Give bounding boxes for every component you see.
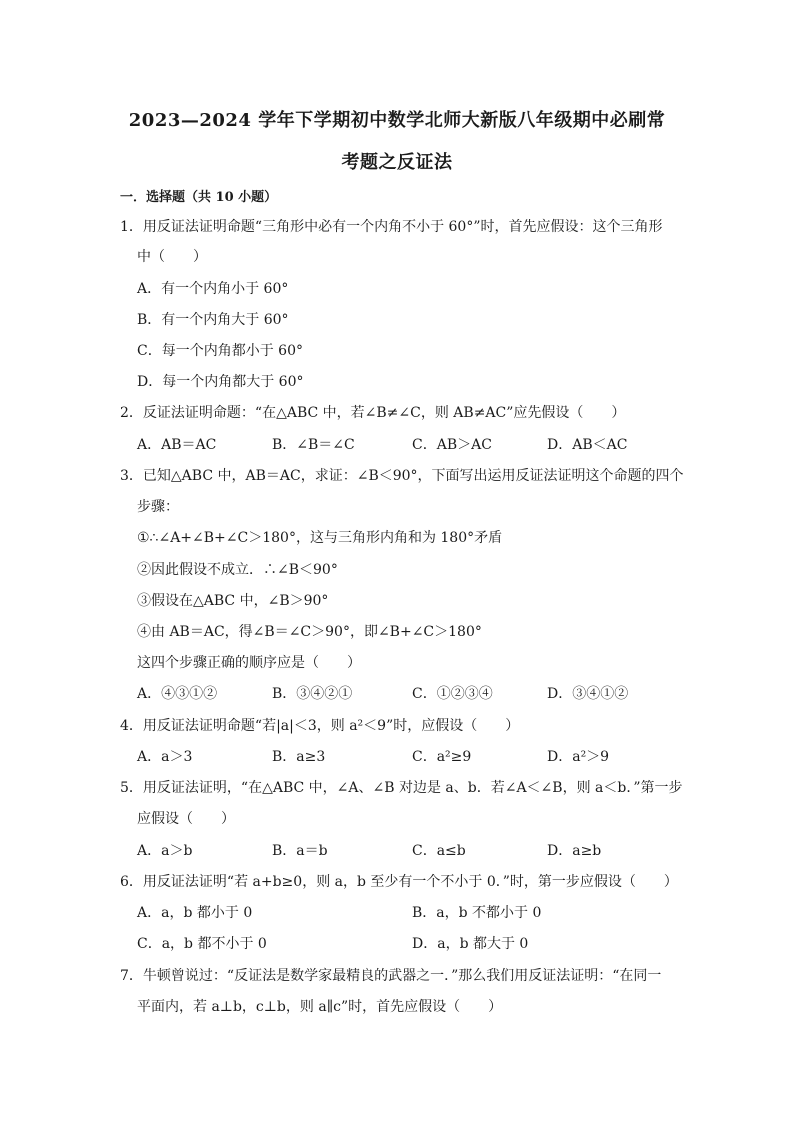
q1-option-b: B．有一个内角大于 60°	[137, 312, 289, 328]
q2-option-a: A．AB＝AC	[137, 437, 217, 453]
q3-step-4: ④由 AB＝AC，得∠B＝∠C＞90°，即∠B+∠C＞180°	[137, 624, 482, 640]
q3-step-1: ①∴∠A+∠B+∠C＞180°，这与三角形内角和为 180°矛盾	[137, 530, 503, 546]
q2-stem: 2．反证法证明命题：“在△ABC 中，若∠B≠∠C，则 AB≠AC”应先假设（ ）	[120, 405, 626, 421]
q4-option-d: D．a²＞9	[547, 749, 610, 765]
q5-option-a: A．a＞b	[137, 843, 193, 859]
q3-option-b: B．③④②①	[272, 686, 353, 702]
q2-option-d: D．AB＜AC	[547, 437, 628, 453]
q6-option-c: C．a，b 都不小于 0	[137, 936, 267, 952]
q5-stem-line-1: 5．用反证法证明，“在△ABC 中，∠A、∠B 对边是 a、b．若∠A＜∠B，则 a＜b．”第一步	[120, 780, 683, 796]
q5-option-c: C．a≤b	[412, 843, 466, 859]
q6-stem: 6．用反证法证明“若 a+b≥0，则 a，b 至少有一个不小于 0．”时，第一步应假设（ ）	[120, 874, 678, 890]
q3-option-c: C．①②③④	[412, 686, 493, 702]
q5-option-b: B．a＝b	[272, 843, 328, 859]
q3-step-2: ②因此假设不成立．∴∠B＜90°	[137, 562, 338, 578]
q2-option-c: C．AB＞AC	[412, 437, 492, 453]
q3-stem-line-1: 3．已知△ABC 中，AB＝AC，求证：∠B＜90°，下面写出运用反证法证明这个命题的四个	[120, 468, 684, 484]
q3-option-d: D．③④①②	[547, 686, 629, 702]
page-title-line-2: 考题之反证法	[341, 152, 453, 173]
q2-option-b: B．∠B＝∠C	[272, 437, 355, 453]
page-title-line-1: 2023—2024 学年下学期初中数学北师大新版八年级期中必刷常	[128, 110, 666, 131]
q1-option-c: C．每一个内角都小于 60°	[137, 343, 303, 359]
q4-stem: 4．用反证法证明命题“若|a|＜3，则 a²＜9”时，应假设（ ）	[120, 718, 520, 734]
q3-stem-end: 这四个步骤正确的顺序应是（ ）	[137, 655, 361, 671]
q1-stem-line-2: 中（ ）	[137, 249, 207, 265]
q3-option-a: A．④③①②	[137, 686, 218, 702]
q4-option-c: C．a²≥9	[412, 749, 472, 765]
q1-option-a: A．有一个内角小于 60°	[137, 281, 289, 297]
q6-option-a: A．a，b 都小于 0	[137, 905, 253, 921]
q4-option-a: A．a＞3	[137, 749, 193, 765]
q1-option-d: D．每一个内角都大于 60°	[137, 374, 304, 390]
q7-stem-line-2: 平面内，若 a⊥b，c⊥b，则 a∥c”时，首先应假设（ ）	[137, 999, 503, 1015]
q1-stem-line-1: 1．用反证法证明命题“三角形中必有一个内角不小于 60°”时，首先应假设：这个三角形	[120, 219, 663, 235]
q7-stem-line-1: 7．牛顿曾说过：“反证法是数学家最精良的武器之一．”那么我们用反证法证明：“在同一	[120, 968, 662, 984]
section-heading: 一．选择题（共 10 小题）	[120, 190, 278, 205]
q6-option-d: D．a，b 都大于 0	[412, 936, 529, 952]
q5-stem-line-2: 应假设（ ）	[137, 811, 235, 827]
q3-step-3: ③假设在△ABC 中，∠B＞90°	[137, 593, 329, 609]
q3-stem-line-2: 步骤：	[137, 499, 179, 515]
q4-option-b: B．a≥3	[272, 749, 326, 765]
q6-option-b: B．a，b 不都小于 0	[412, 905, 542, 921]
q5-option-d: D．a≥b	[547, 843, 602, 859]
